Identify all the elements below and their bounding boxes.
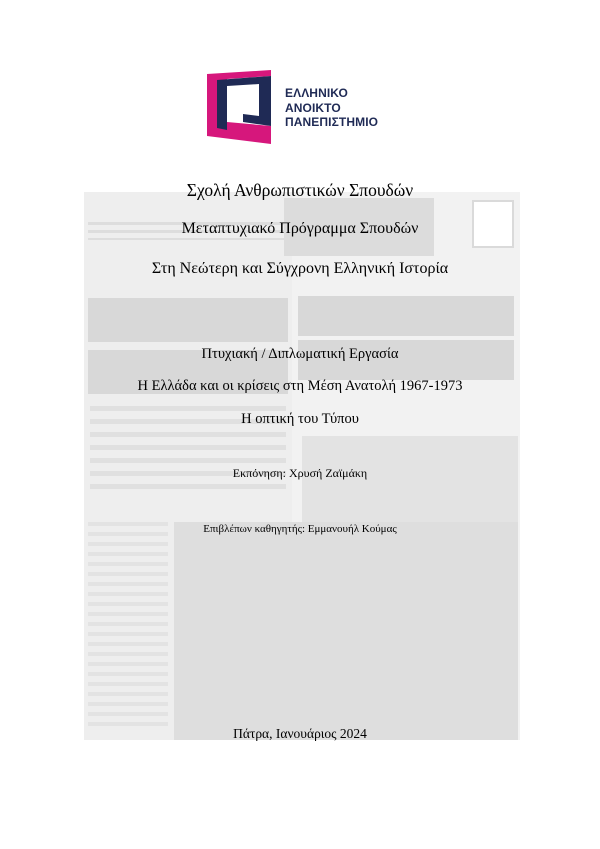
thesis-supervisor: Επιβλέπων καθηγητής: Εμμανουήλ Κούμας (203, 523, 397, 535)
program-specialty: Στη Νεώτερη και Σύγχρονη Ελληνική Ιστορία (151, 260, 449, 277)
school-name: Σχολή Ανθρωπιστικών Σπουδών (186, 180, 414, 200)
newspaper-headline-right-1 (298, 296, 514, 336)
place-and-date: Πάτρα, Ιανουάριος 2024 (233, 726, 367, 741)
thesis-title: Η Ελλάδα και οι κρίσεις στη Μέση Ανατολή 1967-1973 (137, 378, 463, 394)
newspaper-headline-left-1 (88, 298, 288, 342)
thesis-type: Πτυχιακή / Διπλωματική Εργασία (201, 346, 399, 362)
logo-line-3: ΠΑΝΕΠΙΣΤΗΜΙΟ (285, 115, 379, 129)
newspaper-column-text (88, 522, 168, 732)
university-logo (207, 70, 397, 144)
newspaper-photo-top (302, 436, 518, 536)
newspaper-crowd-photo (174, 522, 518, 740)
logo-white-bar (229, 87, 241, 120)
program-name: Μεταπτυχιακό Πρόγραμμα Σπουδών (181, 220, 419, 237)
logo-line-1: ΕΛΛΗΝΙΚΟ (285, 86, 348, 100)
thesis-author: Εκπόνηση: Χρυσή Ζαϊμάκη (232, 466, 368, 480)
logo-line-2: ΑΝΟΙΚΤΟ (285, 100, 341, 115)
logo-navy-shape (217, 76, 271, 130)
logo-mark-icon (207, 70, 279, 144)
logo-wordmark (285, 86, 378, 130)
thesis-subtitle: Η οπτική του Τύπου (241, 411, 359, 427)
